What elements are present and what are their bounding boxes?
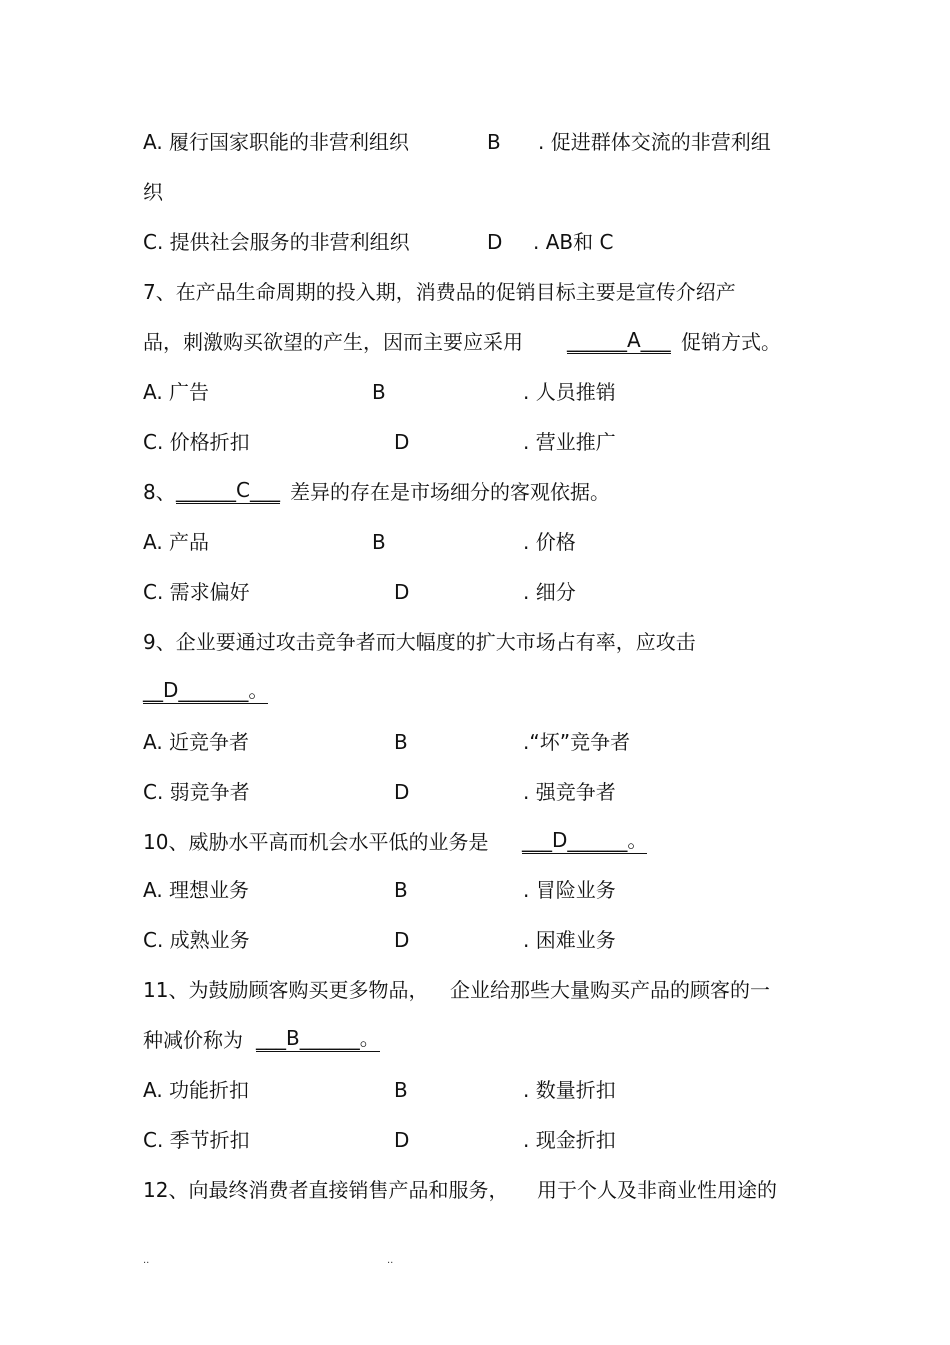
- q10-options-ab: [0, 875, 950, 905]
- q6-option-b-text: . 促进群体交流的非营利组: [538, 130, 771, 154]
- q10-option-d-letter: D: [394, 928, 410, 952]
- q12-stem1-pre: 12、向最终消费者直接销售产品和服务，: [143, 1178, 509, 1202]
- q7-stem1: 7、在产品生命周期的投入期，消费品的促销目标主要是宣传介绍产: [143, 280, 736, 304]
- footer-mark-right: ..: [387, 1255, 394, 1266]
- q11-stem1-pre: 11、为鼓励顾客购买更多物品，: [143, 978, 429, 1002]
- q9-stem-line1: [0, 627, 950, 657]
- q6-options-cd: [0, 227, 950, 257]
- q8-option-b-text: . 价格: [523, 530, 576, 554]
- q6-option-d-text: . AB和 C: [533, 230, 614, 254]
- q11-option-c: C. 季节折扣: [143, 1128, 250, 1152]
- q11-option-b-letter: B: [394, 1078, 408, 1102]
- q8-option-d-letter: D: [394, 580, 410, 604]
- q11-stem2-pre: 种减价称为: [143, 1028, 243, 1052]
- q12-stem1-post: 用于个人及非商业性用途的: [537, 1178, 777, 1202]
- q7-stem-line1: [0, 277, 950, 307]
- q9-option-c: C. 弱竞争者: [143, 780, 250, 804]
- q11-option-d-text: . 现金折扣: [523, 1128, 616, 1152]
- footer-mark-left: ..: [143, 1255, 150, 1266]
- q8-number: 8、: [143, 480, 176, 504]
- q9-option-b-letter: B: [394, 730, 408, 754]
- q10-answer-blank: ___D______。: [522, 828, 648, 852]
- q10-option-d-text: . 困难业务: [523, 928, 616, 952]
- q9-options-cd: [0, 777, 950, 807]
- q6-options-ab: [0, 127, 950, 157]
- q9-stem-line2: [0, 677, 950, 707]
- q11-answer-blank: ___B______。: [256, 1026, 380, 1050]
- q6-option-d-letter: D: [487, 230, 503, 254]
- q8-stem-line: [0, 477, 950, 507]
- q7-stem-line2: [0, 327, 950, 357]
- q8-options-ab: [0, 527, 950, 557]
- q11-stem1-post: 企业给那些大量购买产品的顾客的一: [450, 978, 770, 1002]
- q8-answer-blank: ______C___: [176, 478, 280, 502]
- q11-option-a: A. 功能折扣: [143, 1078, 250, 1102]
- q8-option-c: C. 需求偏好: [143, 580, 250, 604]
- q11-options-cd: [0, 1125, 950, 1155]
- q9-answer-blank: __D_______。: [143, 678, 269, 702]
- q9-options-ab: [0, 727, 950, 757]
- q7-stem2-post: 促销方式。: [681, 330, 781, 354]
- q7-option-d-letter: D: [394, 430, 410, 454]
- q6-option-b-letter: B: [487, 130, 501, 154]
- q9-stem1: 9、企业要通过攻击竞争者而大幅度的扩大市场占有率，应攻击: [143, 630, 696, 654]
- q6-option-b-wrap: 织: [143, 180, 163, 204]
- q10-stem-line: [0, 827, 950, 857]
- q10-option-b-text: . 冒险业务: [523, 878, 616, 902]
- q10-option-a: A. 理想业务: [143, 878, 250, 902]
- q11-option-d-letter: D: [394, 1128, 410, 1152]
- q7-option-b-text: . 人员推销: [523, 380, 616, 404]
- q6-option-b-wrap-line: [0, 177, 950, 207]
- q10-options-cd: [0, 925, 950, 955]
- q8-option-a: A. 产品: [143, 530, 210, 554]
- q8-option-b-letter: B: [372, 530, 386, 554]
- q8-option-d-text: . 细分: [523, 580, 576, 604]
- q9-option-b-text: .“坏”竞争者: [523, 730, 631, 754]
- q11-stem-line1: [0, 975, 950, 1005]
- q7-option-c: C. 价格折扣: [143, 430, 250, 454]
- q6-option-c: C. 提供社会服务的非营利组织: [143, 230, 410, 254]
- q12-stem-line1: [0, 1175, 950, 1205]
- q8-stem-post: 差异的存在是市场细分的客观依据。: [290, 480, 610, 504]
- q9-option-d-text: . 强竞争者: [523, 780, 616, 804]
- q7-option-b-letter: B: [372, 380, 386, 404]
- q9-option-d-letter: D: [394, 780, 410, 804]
- q7-answer-blank: ______A___: [567, 328, 671, 352]
- q6-option-a: A. 履行国家职能的非营利组织: [143, 130, 410, 154]
- q8-options-cd: [0, 577, 950, 607]
- q11-option-b-text: . 数量折扣: [523, 1078, 616, 1102]
- q11-stem-line2: [0, 1025, 950, 1055]
- q7-options-cd: [0, 427, 950, 457]
- q7-option-a: A. 广告: [143, 380, 210, 404]
- q7-options-ab: [0, 377, 950, 407]
- q10-option-c: C. 成熟业务: [143, 928, 250, 952]
- q10-option-b-letter: B: [394, 878, 408, 902]
- q10-stem-pre: 10、威胁水平高而机会水平低的业务是: [143, 830, 489, 854]
- q7-stem2-pre: 品，刺激购买欲望的产生，因而主要应采用: [143, 330, 523, 354]
- q11-options-ab: [0, 1075, 950, 1105]
- q9-option-a: A. 近竞争者: [143, 730, 250, 754]
- q7-option-d-text: . 营业推广: [523, 430, 616, 454]
